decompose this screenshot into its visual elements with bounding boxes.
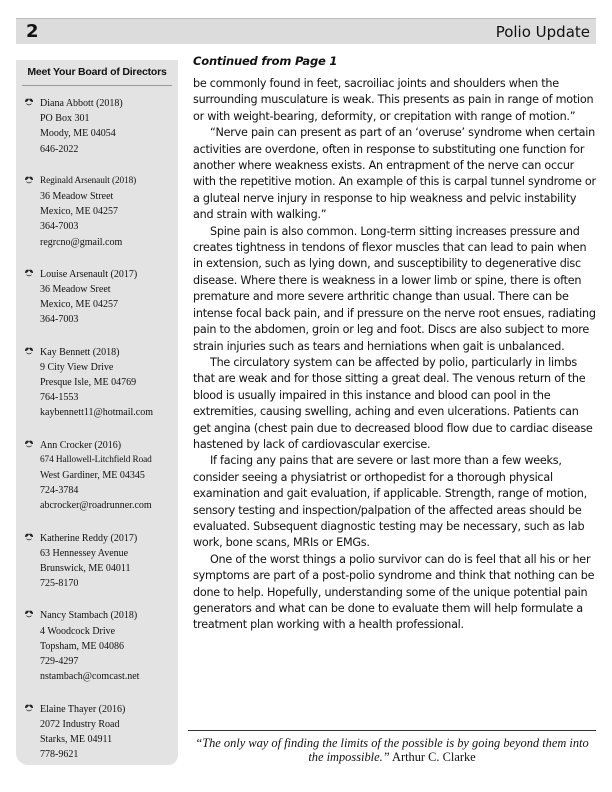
- member-detail: 9 City View Drive: [40, 361, 114, 373]
- newsletter-title: Polio Update: [495, 23, 590, 41]
- member-name: Reginald Arsenault (2018): [40, 175, 137, 186]
- board-member: [16, 174, 178, 250]
- member-name: Louise Arsenault (2017): [40, 268, 138, 280]
- member-detail: Mexico, ME 04257: [40, 206, 119, 218]
- member-detail: Moody, ME 04054: [40, 128, 116, 140]
- member-detail: nstambach@comcast.net: [40, 671, 140, 683]
- member-detail: Mexico, ME 04257: [40, 299, 119, 311]
- board-member: [16, 267, 178, 328]
- board-member: [16, 96, 178, 157]
- page-number: 2: [26, 21, 39, 42]
- leaf-bullet-icon: [24, 439, 34, 449]
- board-of-directors-sidebar: [16, 60, 178, 765]
- leaf-bullet-icon: [24, 268, 34, 278]
- member-detail: 729-4297: [40, 656, 79, 668]
- quote-text: “The only way of finding the limits of the possible is by going beyond them into the impossible.”: [195, 736, 589, 764]
- member-detail: PO Box 301: [40, 113, 90, 125]
- leaf-bullet-icon: [24, 97, 34, 107]
- article-column: [193, 54, 596, 634]
- leaf-bullet-icon: [24, 703, 34, 713]
- quote-divider: [188, 730, 596, 731]
- page-header: [16, 18, 596, 44]
- member-detail: Presque Isle, ME 04769: [40, 377, 137, 389]
- sidebar-title: Meet Your Board of Directors: [27, 66, 167, 78]
- member-detail: 364-7003: [40, 221, 79, 233]
- board-member: [16, 608, 178, 684]
- member-detail: abcrocker@roadrunner.com: [40, 500, 152, 512]
- member-detail: 724-3784: [40, 485, 79, 497]
- member-detail: 674 Hallowell-Litchfield Road: [40, 454, 152, 465]
- member-detail: kaybennett11@hotmail.com: [40, 407, 153, 419]
- member-detail: 36 Meadow Street: [40, 191, 114, 203]
- member-detail: 646-2022: [40, 143, 79, 155]
- member-detail: 725-8170: [40, 578, 79, 590]
- member-detail: Brunswick, ME 04011: [40, 563, 131, 575]
- member-detail: 778-9621: [40, 749, 79, 761]
- member-detail: 2072 Industry Road: [40, 718, 120, 730]
- leaf-bullet-icon: [24, 532, 34, 542]
- article-paragraph: Spine pain is also common. Long-term sitting increases pressure and creates tightness in tendons of flexor muscles that can lead to pain when in extension, such as lying down, and susceptibility to degenerative disc disease. Where there is weakness in a lower limb or spine, there is often premature and more severe arthritic change than usual. There can be intense focal back pain, and if pressure on the nerve root ensues, radiating pain to the abdomen, groin or leg and foot. Discs are also subject to more strain injuries such as tears and herniations when gait is unbalanced.: [193, 224, 596, 353]
- member-detail: 4 Woodcock Drive: [40, 625, 116, 637]
- continued-from-label: Continued from Page 1: [193, 54, 338, 68]
- sidebar-divider: [22, 85, 172, 86]
- board-member: [16, 531, 178, 592]
- member-list: [16, 96, 178, 779]
- article-paragraph: be commonly found in feet, sacroiliac joints and shoulders when the surrounding musculature is weak. This presents as pain in range of motion or with weight-bearing, deformity, or crepitation with range of motion.”: [193, 77, 594, 123]
- member-name: Ann Crocker (2016): [40, 439, 122, 451]
- board-member: [16, 345, 178, 421]
- board-member: [16, 438, 178, 514]
- member-detail: West Gardiner, ME 04345: [40, 470, 145, 482]
- member-name: Elaine Thayer (2016): [40, 703, 126, 715]
- leaf-bullet-icon: [24, 346, 34, 356]
- article-paragraph: “Nerve pain can present as part of an ‘overuse’ syndrome when certain activities are overdone, often in response to substituting one function for another where weakness exists. An entrapment of the nerve can occur with the repetitive motion. An example of this is carpal tunnel syndrome or a gluteal nerve injury in response to hip weakness and pelvic instability and strain with walking.”: [193, 126, 596, 222]
- closing-quote: [190, 736, 594, 764]
- article-paragraph: If facing any pains that are severe or last more than a few weeks, consider seeing a physiatrist or orthopedist for a thorough physical examination and gait evaluation, if applicable. Strength, range of motion, sensory testing and inspection/palpation of the affected areas should be evaluated. Subsequent diagnostic testing may be necessary, such as lab work, bone scans, MRIs or EMGs.: [193, 454, 587, 550]
- leaf-bullet-icon: [24, 609, 34, 619]
- article-paragraph: The circulatory system can be affected by polio, particularly in limbs that are weak and for those sitting a great deal. The venous return of the blood is usually impaired in this instance and blood can pool in the extremities, causing swelling, aching and even ulcerations. Patients can get angina (chest pain due to decreased blood flow due to cardiac disease hastened by lack of cardiovascular exercise.: [193, 355, 593, 451]
- member-detail: Topsham, ME 04086: [40, 640, 125, 652]
- article-paragraph: One of the worst things a polio survivor can do is feel that all his or her symptoms are part of a post-polio syndrome and think that nothing can be done to help. Hopefully, understanding some of the unique potential pain generators and what can be done to evaluate them will help formulate a treatment plan working with a health professional.: [193, 552, 595, 632]
- member-detail: 63 Hennessey Avenue: [40, 547, 129, 559]
- quote-author: Arthur C. Clarke: [392, 750, 476, 764]
- board-member: [16, 702, 178, 763]
- member-detail: 36 Meadow Sreet: [40, 284, 111, 296]
- member-name: Diana Abbott (2018): [40, 98, 123, 109]
- member-name: Kay Bennett (2018): [40, 346, 120, 358]
- member-detail: 764-1553: [40, 392, 79, 404]
- member-name: Katherine Reddy (2017): [40, 532, 138, 544]
- leaf-bullet-icon: [24, 175, 34, 185]
- member-detail: Starks, ME 04911: [40, 733, 113, 745]
- member-name: Nancy Stambach (2018): [40, 610, 138, 622]
- member-detail: 364-7003: [40, 314, 79, 326]
- member-detail: regrcno@gmail.com: [40, 236, 123, 248]
